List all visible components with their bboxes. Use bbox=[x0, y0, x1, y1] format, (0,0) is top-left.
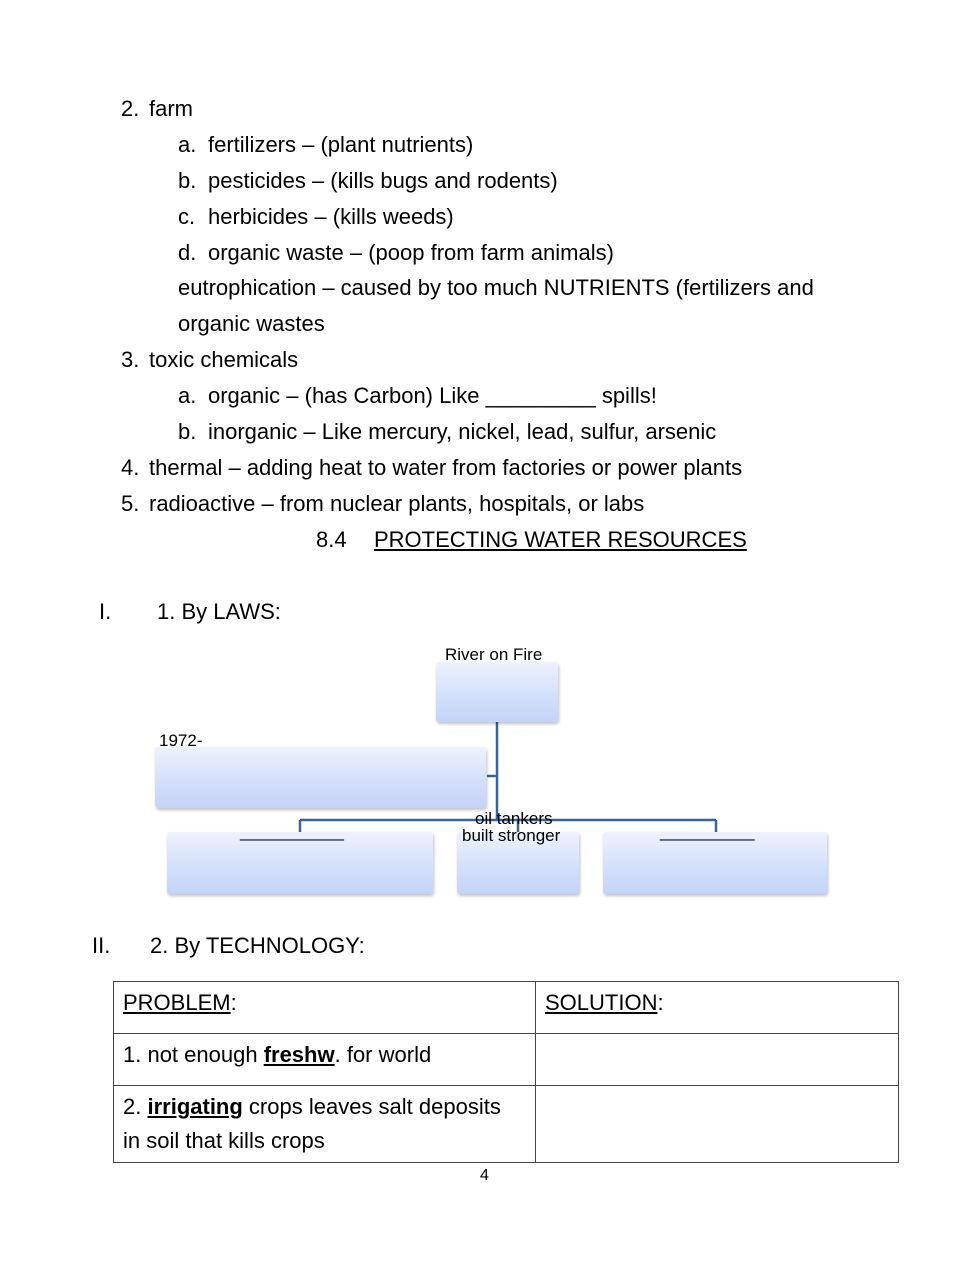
sub-text: fertilizers – (plant nutrients) bbox=[208, 132, 474, 157]
eutrophication-line-1: eutrophication – caused by too much NUTRIENTS (fertilizers and bbox=[178, 275, 814, 300]
list-number: 4. bbox=[121, 455, 140, 480]
list-label: toxic chemicals bbox=[149, 347, 299, 372]
section-title: PROTECTING WATER RESOURCES bbox=[374, 527, 747, 552]
list-label: thermal – adding heat to water from factories or power plants bbox=[149, 455, 743, 480]
sub-text: organic waste – (poop from farm animals) bbox=[208, 240, 614, 265]
header-problem: PROBLEM: bbox=[114, 982, 536, 1034]
chart-box-left bbox=[155, 747, 486, 808]
sub-letter: c. bbox=[178, 204, 196, 229]
sub-letter: b. bbox=[178, 168, 197, 193]
chart-box-top bbox=[436, 662, 558, 722]
laws-heading: 1. By LAWS: bbox=[157, 599, 281, 624]
list-number: 2. bbox=[121, 96, 140, 121]
problem-cell-1: 1. not enough freshw. for world bbox=[114, 1034, 536, 1086]
chart-blank-right: __________ bbox=[660, 822, 755, 841]
page-number: 4 bbox=[480, 1167, 489, 1184]
header-solution: SOLUTION: bbox=[536, 982, 899, 1034]
eutrophication-line-2: organic wastes bbox=[178, 311, 325, 336]
list-label: farm bbox=[149, 96, 193, 121]
sub-letter: a. bbox=[178, 132, 197, 157]
problem-cell-2: 2. irrigating crops leaves salt deposits in soil that kills crops bbox=[114, 1086, 536, 1163]
technology-heading: 2. By TECHNOLOGY: bbox=[150, 933, 365, 958]
chart-label-built-stronger: built stronger bbox=[462, 826, 561, 845]
sub-letter: b. bbox=[178, 419, 197, 444]
section-number: 8.4 bbox=[316, 527, 347, 552]
chart-label-1972: 1972- bbox=[159, 731, 203, 750]
list-label: radioactive – from nuclear plants, hospitals, or labs bbox=[149, 491, 645, 516]
sub-text: organic – (has Carbon) Like _________ spills! bbox=[208, 383, 657, 408]
solution-cell-1[interactable] bbox=[536, 1034, 899, 1086]
roman-numeral-2: II. bbox=[92, 933, 111, 958]
table-row bbox=[114, 1086, 899, 1163]
solution-cell-2[interactable] bbox=[536, 1086, 899, 1163]
list-number: 5. bbox=[121, 491, 140, 516]
sub-text: herbicides – (kills weeds) bbox=[208, 204, 454, 229]
chart-label-river-on-fire: River on Fire bbox=[445, 645, 543, 664]
table-header-row bbox=[114, 982, 899, 1034]
sub-text: inorganic – Like mercury, nickel, lead, sulfur, arsenic bbox=[208, 419, 717, 444]
chart-box-bottom-right bbox=[603, 832, 827, 894]
technology-table bbox=[113, 981, 899, 1163]
sub-text: pesticides – (kills bugs and rodents) bbox=[208, 168, 558, 193]
chart-blank-left: ___________ bbox=[240, 822, 345, 841]
list-number: 3. bbox=[121, 347, 140, 372]
chart-label-oil-tankers: oil tankers bbox=[475, 809, 553, 828]
table-row bbox=[114, 1034, 899, 1086]
chart-box-bottom-left bbox=[167, 832, 433, 894]
roman-numeral-1: I. bbox=[99, 599, 112, 624]
sub-letter: d. bbox=[178, 240, 197, 265]
sub-letter: a. bbox=[178, 383, 197, 408]
